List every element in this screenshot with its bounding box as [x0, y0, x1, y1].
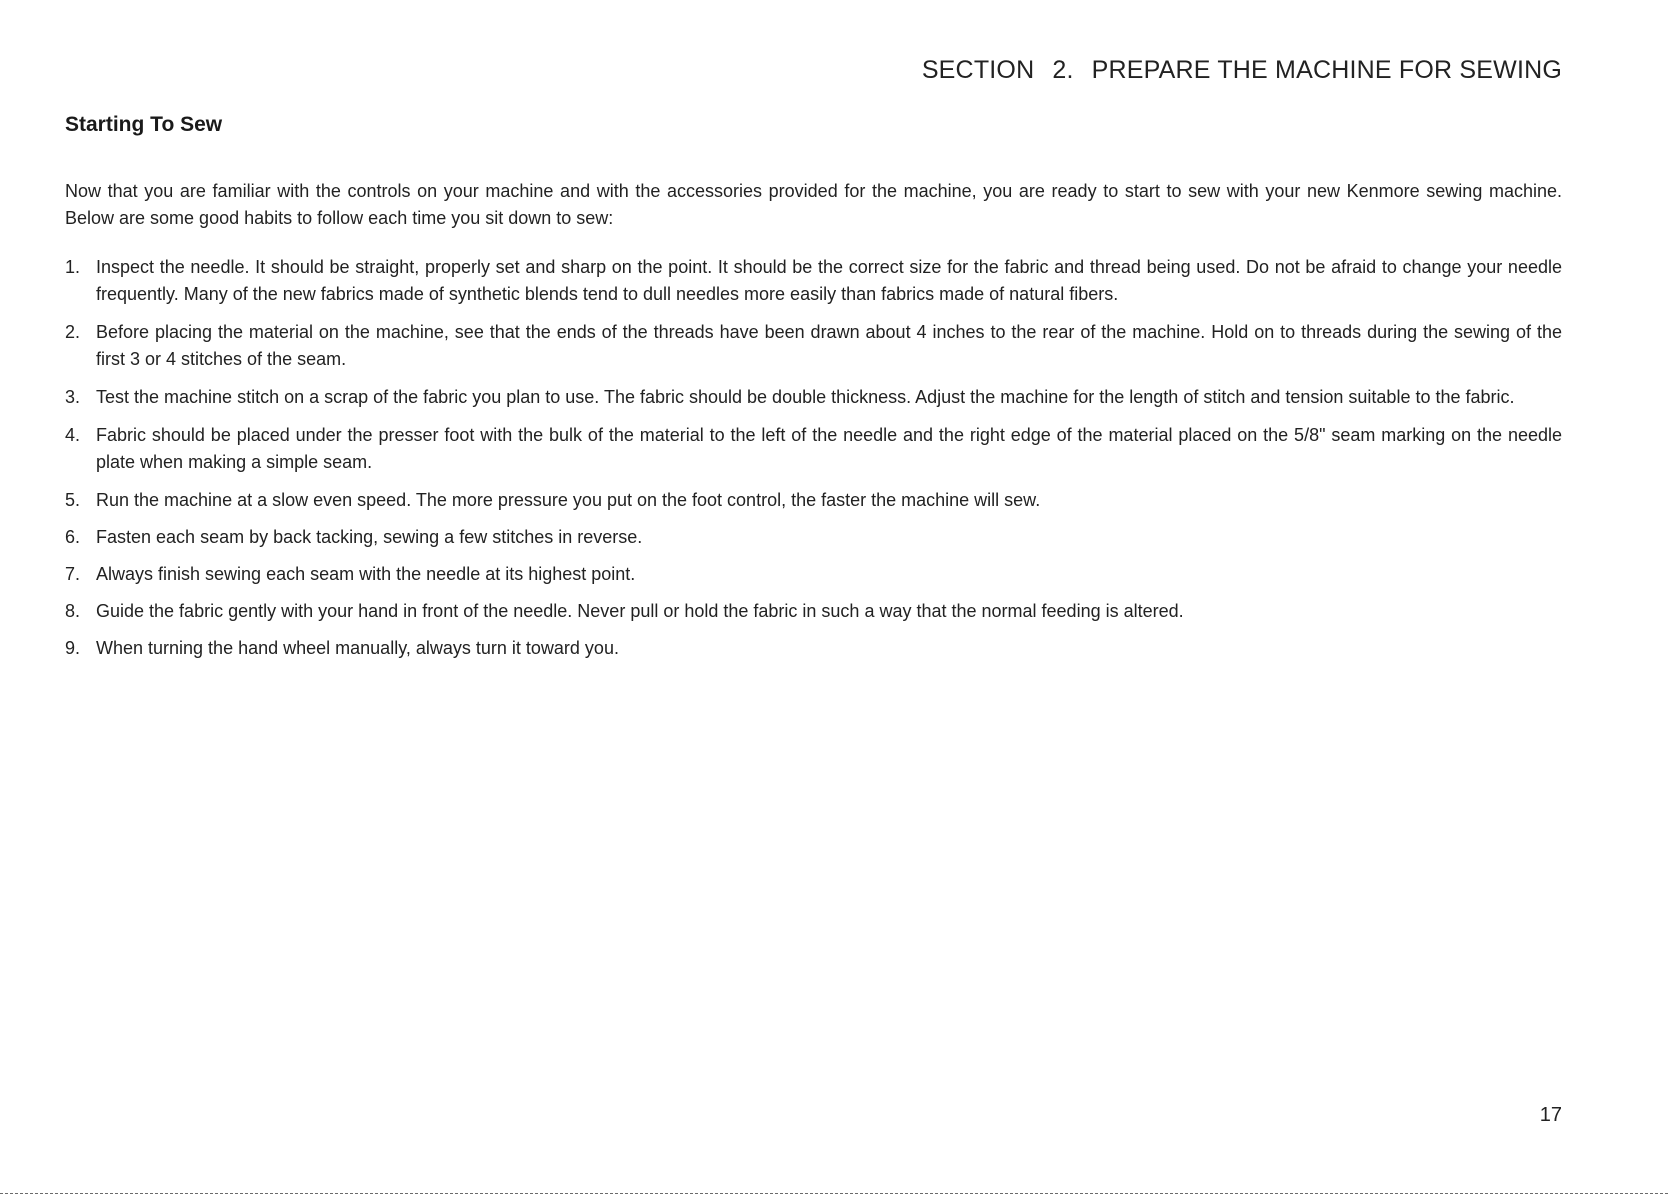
- step-text: Always finish sewing each seam with the needle at its highest point.: [96, 564, 636, 584]
- step-number: 8.: [65, 601, 81, 621]
- step-number: 5.: [65, 490, 81, 510]
- step-item: [65, 254, 1562, 308]
- section-label: SECTION: [921, 56, 1035, 84]
- step-text: When turning the hand wheel manually, always turn it toward you.: [96, 638, 619, 658]
- step-item: [65, 384, 1562, 411]
- section-title: PREPARE THE MACHINE FOR SEWING: [1091, 56, 1562, 84]
- intro-paragraph: Now that you are familiar with the controls on your machine and with the accessories provided for the machine, you are ready to start to sew with your new Kenmore sewing machine. Below are some good habits to follow each time you sit down to sew:: [65, 181, 1562, 228]
- step-item: [65, 598, 1562, 625]
- step-text: Fabric should be placed under the presser foot with the bulk of the material to the left of the needle and the right edge of the material placed on the 5/8" seam marking on the needle plate when making a simple seam.: [96, 425, 1562, 472]
- step-number: 6.: [65, 527, 81, 547]
- step-number: 9.: [65, 638, 81, 658]
- step-item: [65, 422, 1562, 476]
- step-number: 2.: [65, 322, 81, 342]
- step-text: Guide the fabric gently with your hand in front of the needle. Never pull or hold the fabric in such a way that the normal feeding is altered.: [96, 601, 1184, 621]
- step-text: Inspect the needle. It should be straight, properly set and sharp on the point. It should be the correct size for the fabric and thread being used. Do not be afraid to change your needle frequently. Many of the new fabrics made of synthetic blends tend to dull needles more easily than fabrics made of natural fibers.: [96, 257, 1562, 304]
- step-number: 1.: [65, 257, 81, 277]
- page-number: 17: [1539, 1104, 1562, 1126]
- step-text: Before placing the material on the machine, see that the ends of the threads have been drawn about 4 inches to the rear of the machine. Hold on to threads during the sewing of the first 3 or 4 stitches of the seam.: [96, 322, 1562, 369]
- steps-list: [65, 254, 1562, 672]
- footer-rule: [0, 1193, 1668, 1194]
- step-text: Fasten each seam by back tacking, sewing a few stitches in reverse.: [96, 527, 643, 547]
- section-header: [922, 56, 1562, 85]
- step-number: 3.: [65, 387, 81, 407]
- step-text: Test the machine stitch on a scrap of the fabric you plan to use. The fabric should be double thickness. Adjust the machine for the length of stitch and tension suitable to the fabric.: [96, 387, 1515, 407]
- step-item: [65, 635, 1562, 662]
- step-item: [65, 319, 1562, 373]
- step-text: Run the machine at a slow even speed. The more pressure you put on the foot control, the faster the machine will sew.: [96, 490, 1041, 510]
- page-heading: Starting To Sew: [65, 113, 223, 136]
- step-number: 4.: [65, 425, 81, 445]
- step-item: [65, 487, 1562, 514]
- step-number: 7.: [65, 564, 81, 584]
- step-item: [65, 524, 1562, 551]
- step-item: [65, 561, 1562, 588]
- section-number: 2.: [1052, 56, 1074, 84]
